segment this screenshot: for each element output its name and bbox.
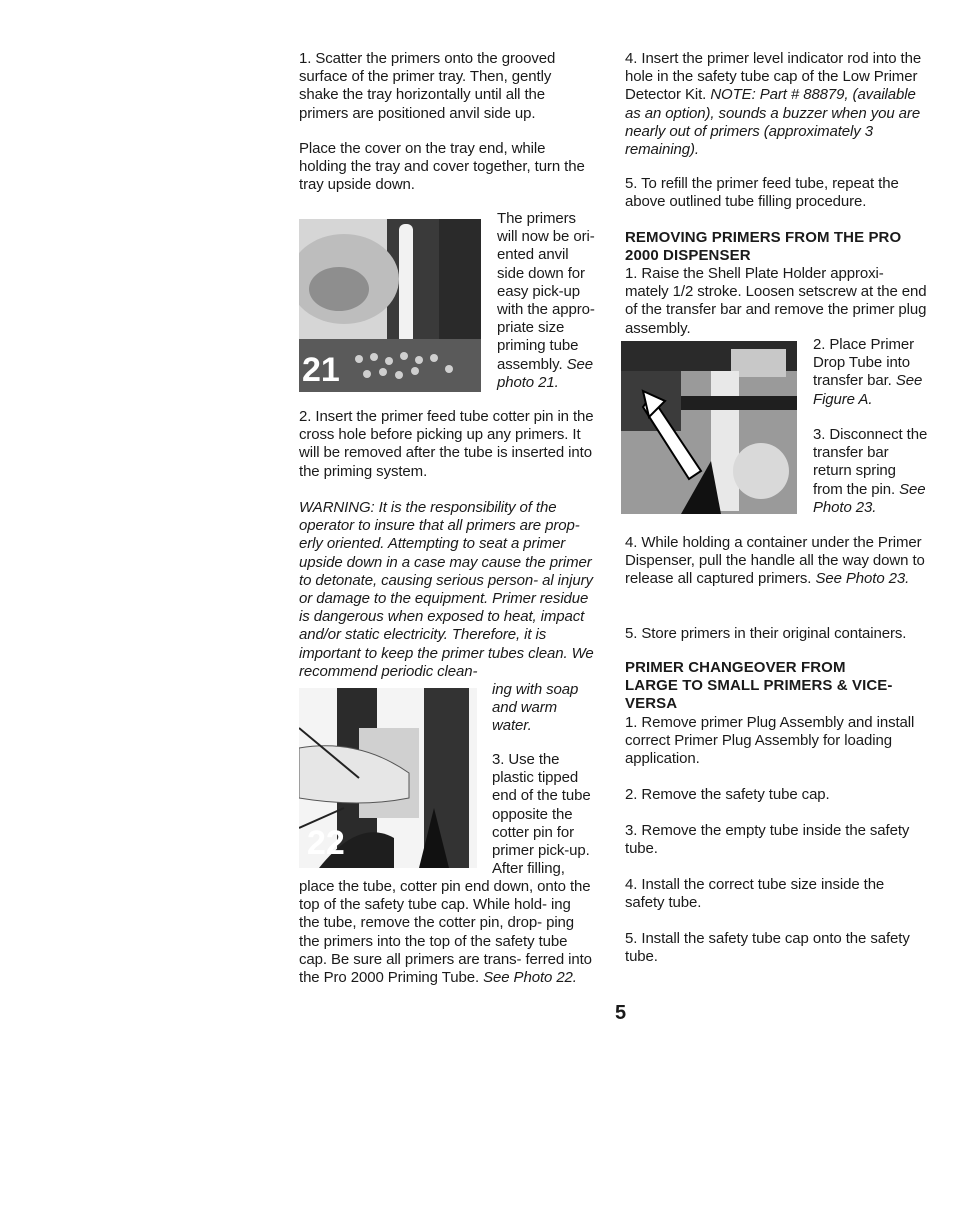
photo-23-ref-b: See Photo 23.	[815, 570, 910, 588]
photo-21-caption	[497, 210, 597, 392]
removing-step2	[813, 336, 928, 409]
changeover-step3: 3. Remove the empty tube inside the safety tube.	[625, 822, 910, 858]
left-step2: 2. Insert the primer feed tube cotter pin in the cross hole before picking up any primers. It will be removed after the tube is inserted into the priming system.	[299, 408, 594, 480]
changeover-step4: 4. Install the correct tube size inside the safety tube.	[625, 876, 885, 912]
right-step4-text: 4. Insert the primer level indicator rod into the hole in the safety tube cap of the Low Primer Detector Kit.	[625, 50, 922, 104]
heading-removing-primers: REMOVING PRIMERS FROM THE PRO 2000 DISPENSER	[625, 229, 902, 264]
left-step3-continued	[299, 878, 595, 987]
photo-21-caption-text: The primers will now be ori- ented anvil side down for easy pick-up with the appro- priate size priming tube assembly.	[497, 210, 595, 373]
photo-21	[299, 219, 481, 392]
removing-step5: 5. Store primers in their original containers.	[625, 625, 907, 642]
left-step3-start: 3. Use the plastic tipped end of the tube opposite the cotter pin for primer pick-up. After filling,	[492, 751, 591, 878]
warning-text: WARNING: It is the responsibility of the operator to insure that all primers are prop- erly oriented. Attempting to seat a primer upside down in a case may cause the primer to detonate, causing serious person- al injury or damage to the equipment. Primer residue is dangerous when exposed to heat, impact and/or static electricity. Therefore, it is important to keep the primer tubes clean. We recommend periodic clean-	[299, 499, 594, 680]
changeover-step2: 2. Remove the safety tube cap.	[625, 786, 830, 803]
photo-23	[621, 341, 797, 514]
right-step5: 5. To refill the primer feed tube, repeat the above outlined tube filling procedure.	[625, 175, 899, 211]
figure-a-ref: See Figure A.	[813, 372, 923, 408]
page-number: 5	[615, 1002, 627, 1024]
removing-step2-text: 2. Place Primer Drop Tube into transfer bar.	[813, 336, 915, 390]
heading-primer-changeover: PRIMER CHANGEOVER FROM LARGE TO SMALL PRIMERS & VICE-VERSA	[625, 659, 893, 712]
removing-step1: 1. Raise the Shell Plate Holder approxi- mately 1/2 stroke. Loosen setscrew at the end of the transfer bar and remove the primer plug assembly.	[625, 265, 927, 337]
photo-22-ref: See Photo 22.	[483, 969, 577, 987]
photo-22-number: 22	[307, 824, 345, 862]
right-step4-note: NOTE: Part # 88879, (available as an option), sounds a buzzer when you are nearly out of primers (approximately 3 remaining).	[625, 86, 921, 159]
right-step4	[625, 50, 927, 159]
changeover-step1: 1. Remove primer Plug Assembly and install correct Primer Plug Assembly for loading application.	[625, 714, 915, 768]
removing-step4-text: 4. While holding a container under the Primer Dispenser, pull the handle all the way down to release all captured primers.	[625, 534, 925, 588]
photo-21-ref: See photo 21.	[497, 355, 593, 391]
removing-step4	[625, 534, 929, 589]
photo-21-number: 21	[302, 351, 340, 389]
left-cover-instruction: Place the cover on the tray end, while holding the tray and cover together, turn the tray upside down.	[299, 140, 585, 194]
removing-step3-text: 3. Disconnect the transfer bar return spring from the pin.	[813, 426, 928, 498]
left-step3-text: place the tube, cotter pin end down, onto the top of the safety tube cap. While hold- ing the tube, remove the cotter pin, drop- ping the primers into the top of the safety tube cap. Be sure all primers are trans- ferred into the Pro 2000 Priming Tube.	[299, 878, 592, 987]
removing-step3	[813, 426, 928, 517]
photo-23-ref-a: See Photo 23.	[813, 480, 926, 516]
photo-22	[299, 688, 477, 868]
changeover-step5: 5. Install the safety tube cap onto the safety tube.	[625, 930, 910, 966]
warning-text-end: ing with soap and warm water.	[492, 681, 579, 735]
left-step1: 1. Scatter the primers onto the grooved surface of the primer tray. Then, gently shake the tray horizontally until all the primers are positioned anvil side up.	[299, 50, 556, 122]
